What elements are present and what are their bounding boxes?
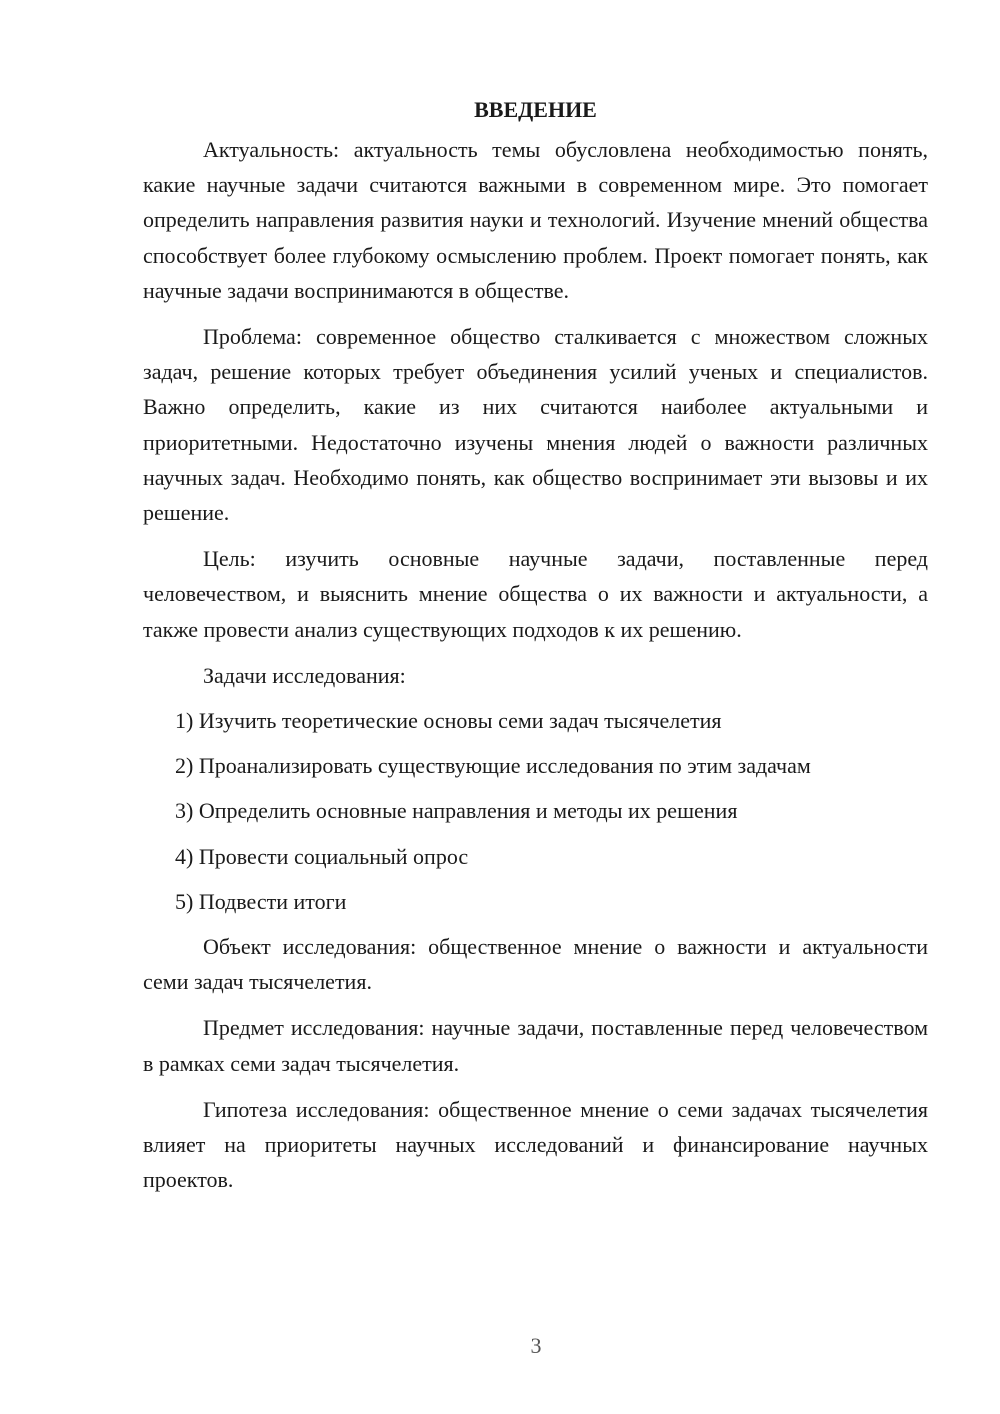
- object-paragraph: Объект исследования: общественное мнение о важности и актуальности семи задач тысячелетия.: [143, 934, 928, 995]
- subject-paragraph: Предмет исследования: научные задачи, поставленные перед человечеством в рамках семи задач тысячелетия.: [143, 1015, 928, 1076]
- task-item: 5) Подвести итоги: [175, 888, 347, 914]
- page-number: 3: [530, 1333, 542, 1358]
- tasks-list: [175, 703, 928, 919]
- document-page: [143, 92, 928, 1208]
- task-item: 4) Провести социальный опрос: [175, 843, 469, 869]
- task-item: 2) Проанализировать существующие исследования по этим задачам: [175, 753, 811, 779]
- task-item: 3) Определить основные направления и методы их решения: [175, 798, 738, 824]
- tasks-heading: Задачи исследования:: [203, 662, 406, 688]
- task-item: 1) Изучить теоретические основы семи задач тысячелетия: [175, 708, 722, 734]
- section-title: ВВЕДЕНИЕ: [474, 97, 597, 122]
- problem-paragraph: Проблема: современное общество сталкивается с множеством сложных задач, решение которых требует объединения усилий ученых и специалистов. Важно определить, какие из них считаются наиболее актуальными и приоритетными. Недостаточно изучены мнения людей о важности различных научных задач. Необходимо понять, как общество воспринимает эти вызовы и их решение.: [143, 324, 928, 526]
- hypothesis-paragraph: Гипотеза исследования: общественное мнение о семи задачах тысячелетия влияет на приоритеты научных исследований и финансирование научных проектов.: [143, 1096, 928, 1193]
- goal-paragraph: Цель: изучить основные научные задачи, поставленные перед человечеством, и выяснить мнение общества о их важности и актуальности, а также провести анализ существующих подходов к их решению.: [143, 546, 928, 642]
- relevance-paragraph: Актуальность: актуальность темы обусловлена необходимостью понять, какие научные задачи считаются важными в современном мире. Это помогает определить направления развития науки и технологий. Изучение мнений общества способствует более глубокому осмыслению проблем. Проект помогает понять, как научные задачи воспринимаются в обществе.: [143, 137, 928, 303]
